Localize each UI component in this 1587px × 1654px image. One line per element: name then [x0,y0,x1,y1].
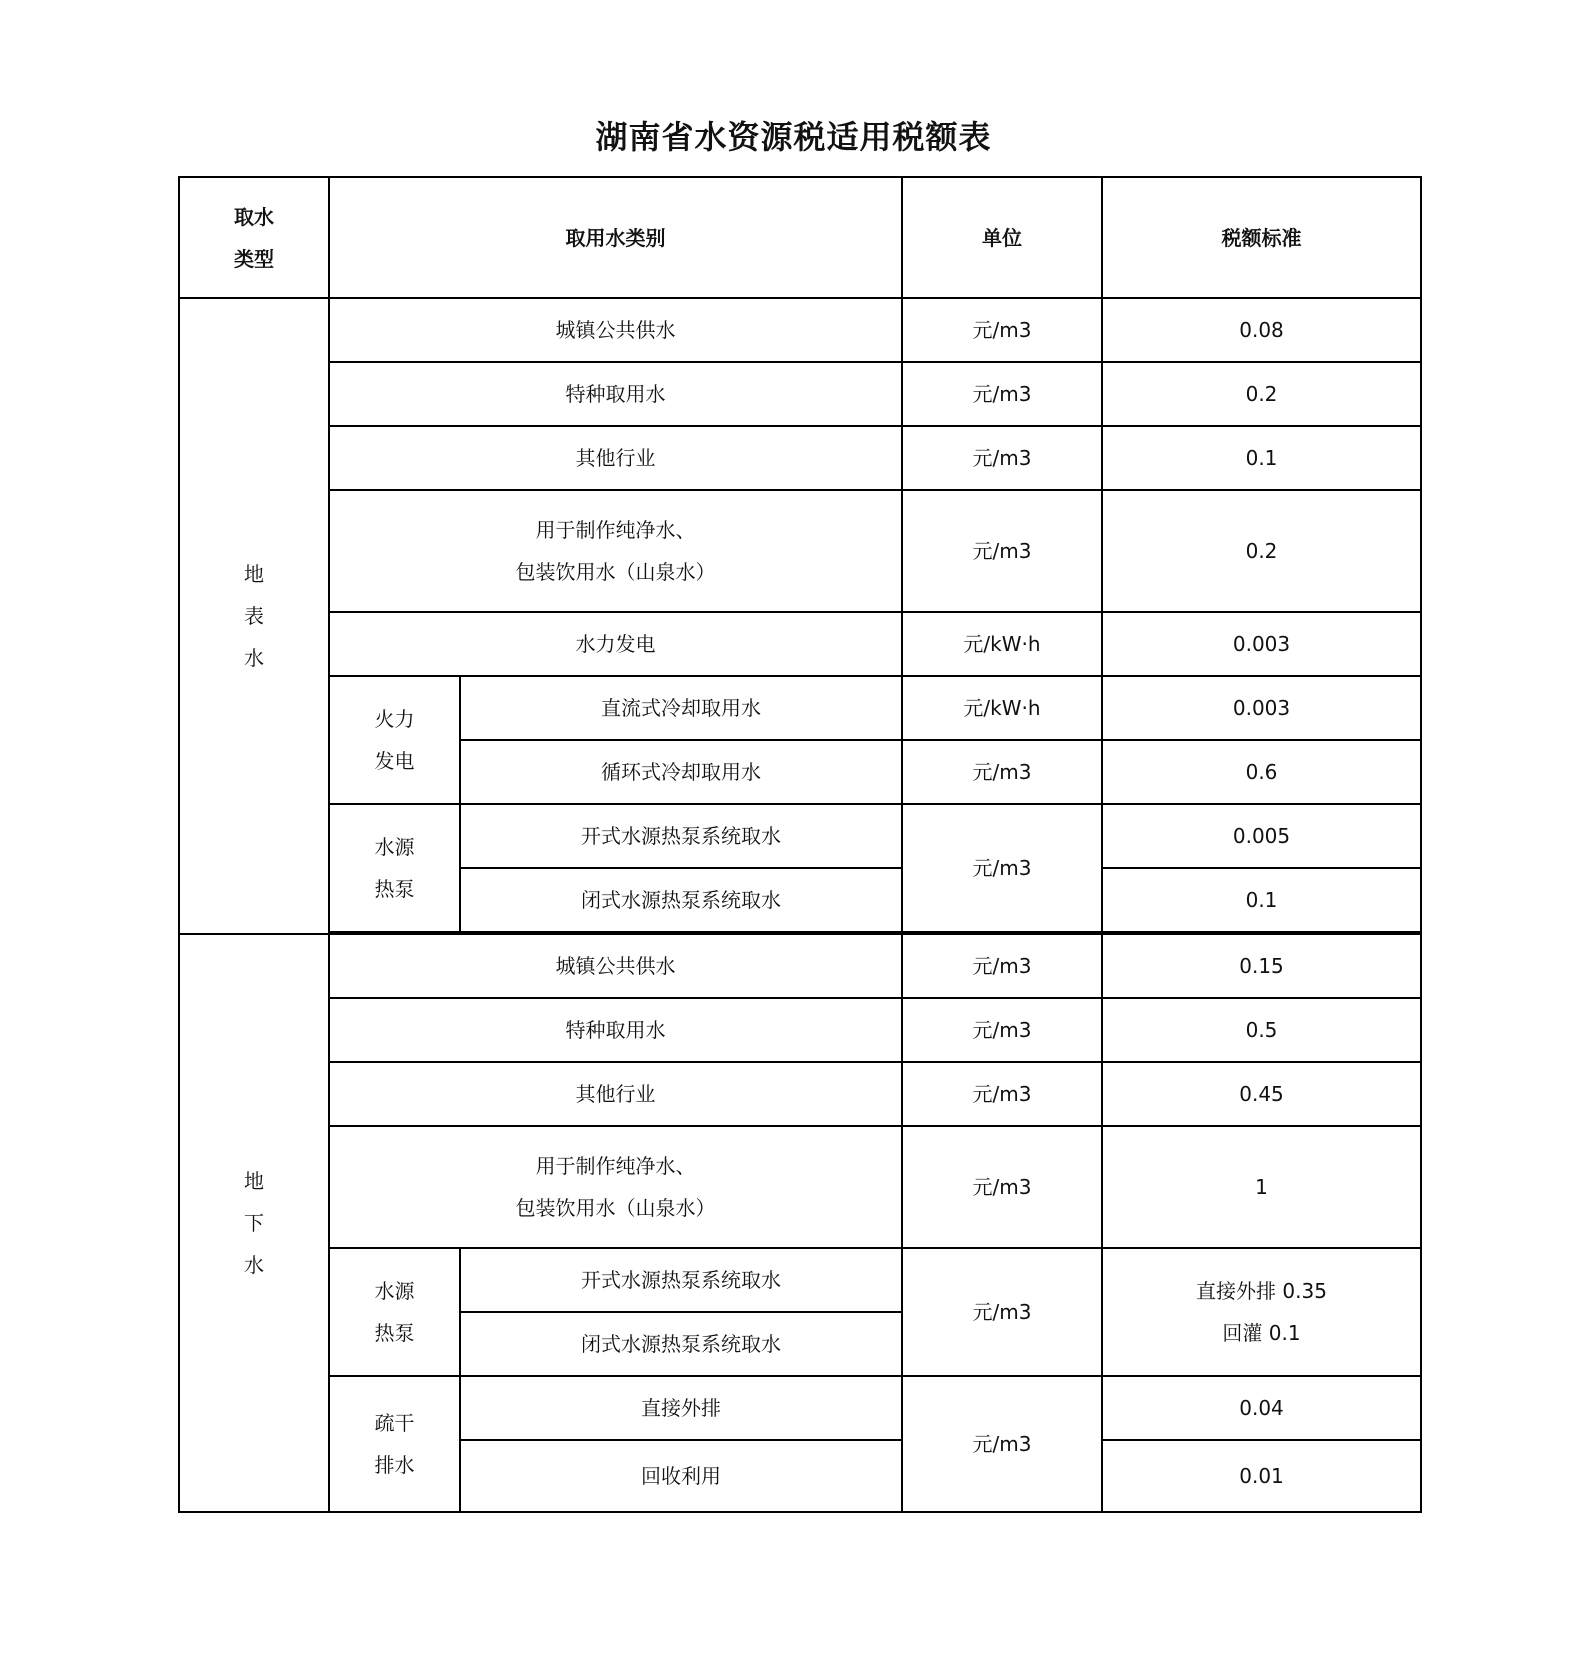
water-type-surface: 地表水 [179,298,329,934]
rate-cell: 0.15 [1102,934,1421,998]
header-rate: 税额标准 [1102,177,1421,298]
table-row [179,804,1421,868]
rate-cell: 0.005 [1102,804,1421,868]
rate-cell: 0.1 [1102,868,1421,932]
rate-cell: 0.04 [1102,1376,1421,1440]
group-drainage: 疏干排水 [329,1376,460,1512]
unit-cell: 元/m3 [902,998,1102,1062]
rate-cell: 0.2 [1102,362,1421,426]
page-title: 湖南省水资源税适用税额表 [595,118,992,156]
unit-cell: 元/m3 [902,1126,1102,1248]
unit-cell: 元/m3 [902,298,1102,362]
category-cell: 直接外排 [460,1376,902,1440]
unit-cell: 元/m3 [902,1062,1102,1126]
category-cell: 特种取用水 [329,998,902,1062]
rate-cell: 0.01 [1102,1440,1421,1512]
category-cell: 用于制作纯净水、 包装饮用水（山泉水） [329,1126,902,1248]
tax-rate-table [178,176,1422,1513]
header-category: 取用水类别 [329,177,902,298]
table-row [179,676,1421,740]
table-row [179,1248,1421,1312]
category-cell: 城镇公共供水 [329,934,902,998]
header-water-type: 取水类型 [179,177,329,298]
unit-cell: 元/m3 [902,804,1102,932]
category-cell: 其他行业 [329,426,902,490]
category-cell: 直流式冷却取用水 [460,676,902,740]
unit-cell: 元/m3 [902,426,1102,490]
table-row [179,1126,1421,1248]
group-thermal-power: 火力发电 [329,676,460,804]
unit-cell: 元/kW·h [902,676,1102,740]
category-cell: 开式水源热泵系统取水 [460,1248,902,1312]
rate-cell: 0.5 [1102,998,1421,1062]
unit-cell: 元/m3 [902,362,1102,426]
rate-cell: 0.2 [1102,490,1421,612]
category-cell: 其他行业 [329,1062,902,1126]
category-cell: 城镇公共供水 [329,298,902,362]
rate-cell: 直接外排 0.35 回灌 0.1 [1102,1248,1421,1376]
table-row [179,1376,1421,1440]
header-unit: 单位 [902,177,1102,298]
rate-cell: 0.6 [1102,740,1421,804]
group-heat-pump: 水源热泵 [329,804,460,932]
rate-cell: 0.45 [1102,1062,1421,1126]
category-cell: 用于制作纯净水、 包装饮用水（山泉水） [329,490,902,612]
group-heat-pump: 水源热泵 [329,1248,460,1376]
unit-cell: 元/m3 [902,934,1102,998]
category-cell: 特种取用水 [329,362,902,426]
unit-cell: 元/m3 [902,1376,1102,1512]
table-row [179,998,1421,1062]
unit-cell: 元/m3 [902,490,1102,612]
table-row [179,1062,1421,1126]
water-type-ground: 地下水 [179,934,329,1512]
category-cell: 循环式冷却取用水 [460,740,902,804]
rate-cell: 0.003 [1102,676,1421,740]
table-header-row [179,177,1421,298]
unit-cell: 元/m3 [902,1248,1102,1376]
category-cell: 水力发电 [329,612,902,676]
table-row [179,612,1421,676]
table-row [179,362,1421,426]
rate-cell: 0.08 [1102,298,1421,362]
table-row [179,490,1421,612]
category-cell: 闭式水源热泵系统取水 [460,1312,902,1376]
table-row [179,298,1421,362]
rate-cell: 1 [1102,1126,1421,1248]
table-row [179,426,1421,490]
rate-cell: 0.003 [1102,612,1421,676]
category-cell: 闭式水源热泵系统取水 [460,868,902,932]
unit-cell: 元/kW·h [902,612,1102,676]
table-row [179,934,1421,998]
rate-cell: 0.1 [1102,426,1421,490]
category-cell: 回收利用 [460,1440,902,1512]
unit-cell: 元/m3 [902,740,1102,804]
category-cell: 开式水源热泵系统取水 [460,804,902,868]
